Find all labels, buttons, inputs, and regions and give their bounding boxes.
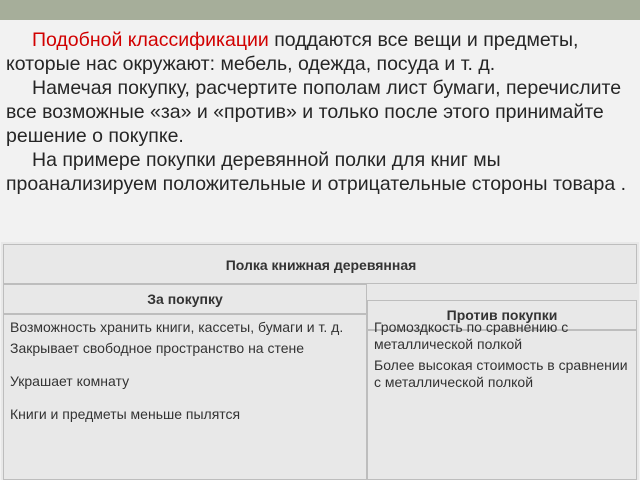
comparison-table <box>1 242 639 480</box>
for-item: Возможность хранить книги, кассеты, бумаги и т. д. <box>10 319 344 335</box>
text-block <box>6 28 636 196</box>
against-items-cell <box>367 319 637 480</box>
table-title: Полка книжная деревянная <box>225 257 417 273</box>
for-item: Закрывает свободное пространство на стене <box>10 340 305 356</box>
for-item: Украшает комнату <box>10 373 130 389</box>
against-item: Громоздкость по сравнению с металлической полкой <box>374 319 569 352</box>
paragraph-1-text: поддаются все вещи и предметы, которые нас окружают: мебель, одежда, посуда и т. д. <box>6 29 579 75</box>
for-item: Книги и предметы меньше пылятся <box>10 406 241 422</box>
for-header-cell <box>3 284 367 314</box>
for-header: За покупку <box>147 291 223 307</box>
paragraph-1 <box>6 28 636 76</box>
for-items-cell <box>3 314 367 480</box>
paragraph-3: На примере покупки деревянной полки для книг мы проанализируем положительные и отрицательные стороны товара . <box>6 149 627 195</box>
top-bar <box>0 0 640 20</box>
highlighted-term: Подобной классификации <box>32 29 269 51</box>
table-title-cell <box>3 244 637 284</box>
against-item: Более высокая стоимость в сравнении с металлической полкой <box>374 357 628 390</box>
paragraph-2: Намечая покупку, расчертите пополам лист бумаги, перечислите все возможные «за» и «против» и только после этого принимайте решение о покупке. <box>6 77 622 147</box>
against-header: Против покупки <box>446 307 558 323</box>
